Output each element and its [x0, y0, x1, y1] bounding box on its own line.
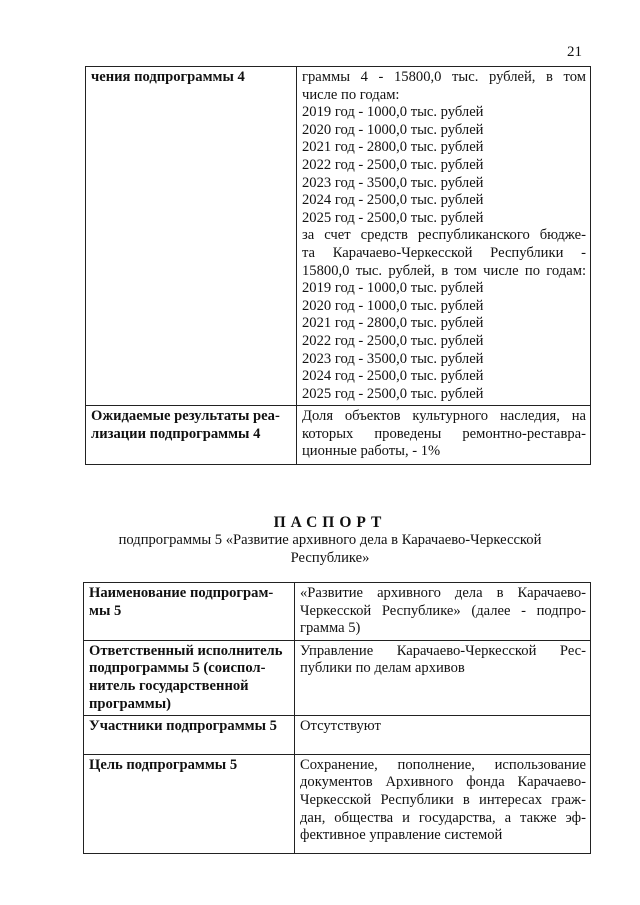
- value-line: 2021 год - 2800,0 тыс. рублей: [302, 139, 484, 156]
- subprogram-5-passport-table: [83, 582, 591, 854]
- value-line: 2024 год - 2500,0 тыс. рублей: [302, 368, 484, 385]
- value-line: 2023 год - 3500,0 тыс. рублей: [302, 174, 484, 191]
- value-line: 2019 год - 1000,0 тыс. рублей: [302, 280, 484, 297]
- value-line: «Развитие архивного дела в Карачаево-: [300, 585, 586, 601]
- value-line: 15800,0 тыс. рублей, в том числе по годам:: [302, 262, 586, 279]
- value-line: ционные работы, - 1%: [302, 443, 441, 460]
- value-line: 2020 год - 1000,0 тыс. рублей: [302, 297, 484, 314]
- value-line: числе по годам:: [302, 86, 400, 103]
- table-row: [84, 754, 591, 853]
- value-line: фективное управление системой: [300, 827, 503, 844]
- value-line: Отсутствуют: [300, 718, 381, 735]
- label-line: Ответственный исполнитель: [89, 642, 283, 659]
- row-value: [295, 583, 591, 641]
- value-line: документов Архивного фонда Карачаево-: [300, 774, 586, 791]
- row-value: [295, 754, 591, 853]
- table-row: [84, 716, 591, 755]
- row-value: [295, 716, 591, 755]
- value-line: которых проведены ремонтно-реставра-: [302, 425, 586, 442]
- label-line: лизации подпрограммы 4: [91, 425, 261, 442]
- value-line: 2020 год - 1000,0 тыс. рублей: [302, 121, 484, 138]
- value-line: 2022 год - 2500,0 тыс. рублей: [302, 156, 484, 173]
- row-label: [84, 640, 295, 715]
- value-line: 2023 год - 3500,0 тыс. рублей: [302, 350, 484, 367]
- page-number: 21: [567, 44, 582, 60]
- value-line: Черкесской Республике» (далее - подпро-: [300, 602, 586, 619]
- label-line: нитель государственной: [89, 677, 249, 694]
- row-value: [297, 67, 591, 406]
- label-line: программы): [89, 695, 171, 712]
- passport-heading: [60, 514, 600, 567]
- row-label: [84, 716, 295, 755]
- table-row: [84, 583, 591, 641]
- table-row: [84, 640, 591, 715]
- value-line: Доля объектов культурного наследия, на: [302, 408, 586, 425]
- passport-subtitle-line: подпрограммы 5 «Развитие архивного дела в Карачаево-Черкесской: [118, 532, 542, 548]
- value-line: 2021 год - 2800,0 тыс. рублей: [302, 315, 484, 332]
- table-row: [86, 406, 591, 465]
- value-line: грамма 5): [300, 620, 361, 637]
- row-label: [86, 406, 297, 465]
- row-label: [86, 67, 297, 406]
- value-line: за счет средств республиканского бюдже-: [302, 227, 586, 244]
- value-line: Управление Карачаево-Черкесской Рес-: [300, 642, 586, 659]
- value-line: 2019 год - 1000,0 тыс. рублей: [302, 104, 484, 121]
- label-line: Наименование подпрограм-: [89, 585, 274, 601]
- value-line: 2025 год - 2500,0 тыс. рублей: [302, 209, 484, 226]
- value-line: дан, общества и государства, а также эф-: [300, 809, 586, 826]
- label-line: мы 5: [89, 602, 122, 619]
- row-label: [84, 754, 295, 853]
- value-line: публики по делам архивов: [300, 660, 465, 677]
- passport-title: ПАСПОРТ: [273, 514, 387, 531]
- value-line: граммы 4 - 15800,0 тыс. рублей, в том: [302, 69, 586, 85]
- row-value: [297, 406, 591, 465]
- value-line: Сохранение, пополнение, использование: [300, 756, 586, 773]
- label-line: Цель подпрограммы 5: [89, 756, 238, 773]
- subprogram-4-table: [85, 66, 591, 465]
- row-value: [295, 640, 591, 715]
- row-label: [84, 583, 295, 641]
- value-line: 2022 год - 2500,0 тыс. рублей: [302, 332, 484, 349]
- table-row: [86, 67, 591, 406]
- label-line: Участники подпрограммы 5: [89, 718, 277, 735]
- value-line: 2024 год - 2500,0 тыс. рублей: [302, 192, 484, 209]
- value-line: 2025 год - 2500,0 тыс. рублей: [302, 385, 484, 402]
- label-line: подпрограммы 5 (соиспол-: [89, 660, 266, 677]
- value-line: та Карачаево-Черкесской Республики -: [302, 244, 586, 261]
- passport-subtitle-line: Республике»: [290, 549, 370, 566]
- label-line: Ожидаемые результаты реа-: [91, 408, 280, 425]
- value-line: Черкесской Республики в интересах граж-: [300, 791, 586, 808]
- label-line: чения подпрограммы 4: [91, 69, 245, 85]
